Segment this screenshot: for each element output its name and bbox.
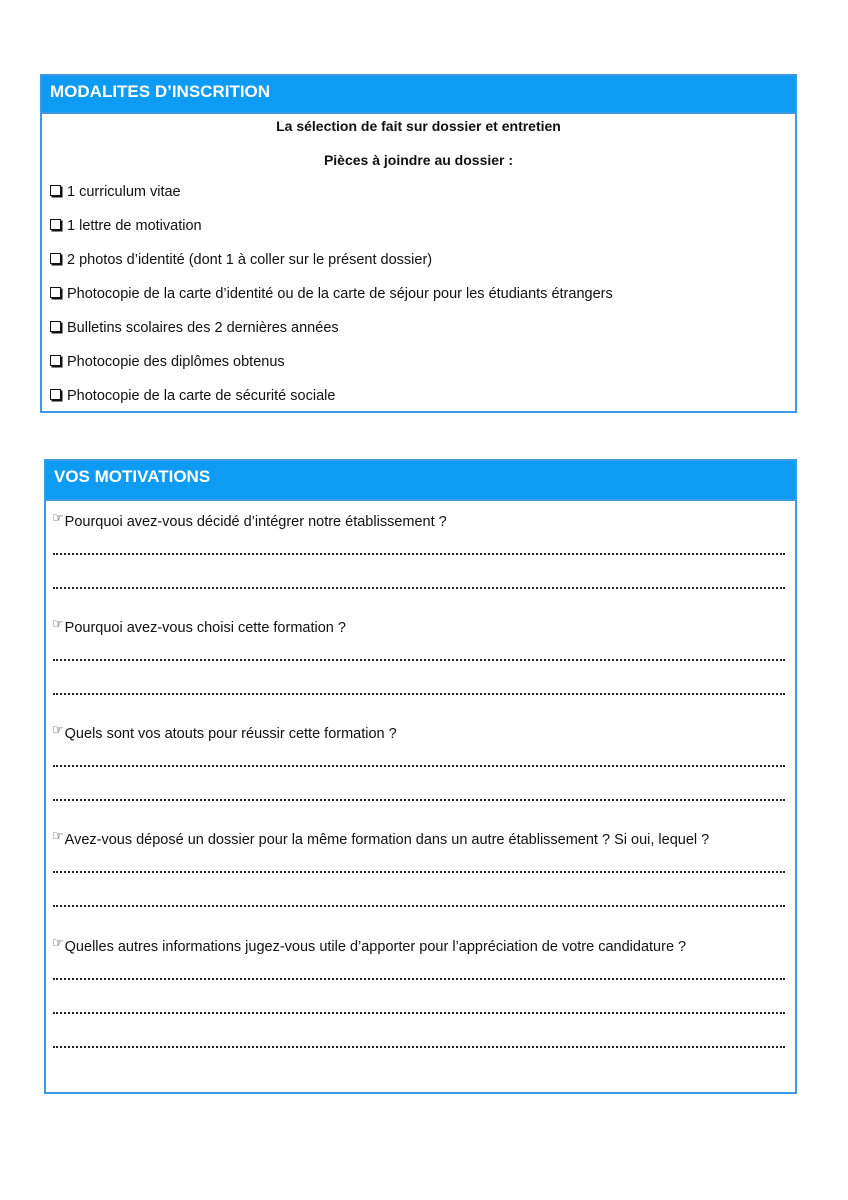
- list-item: [50, 285, 795, 303]
- selection-text: La sélection de fait sur dossier et entretien: [276, 118, 561, 134]
- answer-line[interactable]: [53, 587, 785, 589]
- question-text: Pourquoi avez-vous choisi cette formation ?: [64, 620, 346, 636]
- motivations-header: VOS MOTIVATIONS: [46, 461, 795, 501]
- pieces-list: [42, 183, 795, 405]
- question-text: Avez-vous déposé un dossier pour la même formation dans un autre établissement ? Si oui, lequel ?: [64, 832, 710, 848]
- checkbox-icon[interactable]: [50, 389, 61, 400]
- question-2: [52, 615, 346, 637]
- answer-line[interactable]: [53, 693, 785, 695]
- answer-line[interactable]: [53, 659, 785, 661]
- inscription-header: MODALITES D’INSCRITION: [42, 76, 795, 114]
- item-label: Photocopie de la carte d’identité ou de la carte de séjour pour les étudiants étrangers: [67, 286, 613, 302]
- item-label: Photocopie de la carte de sécurité sociale: [67, 388, 336, 404]
- pointing-hand-icon: ☞: [52, 935, 64, 950]
- answer-line[interactable]: [53, 1046, 785, 1048]
- question-1: [52, 509, 447, 531]
- checkbox-icon[interactable]: [50, 321, 61, 332]
- item-label: Photocopie des diplômes obtenus: [67, 354, 285, 370]
- question-3: [52, 721, 397, 743]
- question-text: Quels sont vos atouts pour réussir cette formation ?: [64, 726, 397, 742]
- list-item: [50, 319, 795, 337]
- checkbox-icon[interactable]: [50, 185, 61, 196]
- answer-line[interactable]: [53, 765, 785, 767]
- checkbox-icon[interactable]: [50, 253, 61, 264]
- checkbox-icon[interactable]: [50, 219, 61, 230]
- question-text: Quelles autres informations jugez-vous utile d’apporter pour l’appréciation de votre candidature ?: [64, 939, 687, 955]
- answer-line[interactable]: [53, 905, 785, 907]
- motivations-section: [44, 459, 797, 1094]
- pieces-title: Pièces à joindre au dossier :: [323, 152, 514, 168]
- list-item: [50, 353, 795, 371]
- item-label: 1 lettre de motivation: [67, 218, 202, 234]
- list-item: [50, 217, 795, 235]
- answer-line[interactable]: [53, 799, 785, 801]
- answer-line[interactable]: [53, 1012, 785, 1014]
- answer-line[interactable]: [53, 978, 785, 980]
- pointing-hand-icon: ☞: [52, 616, 64, 631]
- question-text: Pourquoi avez-vous décidé d’intégrer notre établissement ?: [64, 514, 447, 530]
- answer-line[interactable]: [53, 553, 785, 555]
- list-item: [50, 183, 795, 201]
- pointing-hand-icon: ☞: [52, 510, 64, 525]
- pointing-hand-icon: ☞: [52, 722, 64, 737]
- pointing-hand-icon: ☞: [52, 828, 64, 843]
- checkbox-icon[interactable]: [50, 287, 61, 298]
- list-item: [50, 251, 795, 269]
- inscription-section: [40, 74, 797, 413]
- item-label: 2 photos d’identité (dont 1 à coller sur le présent dossier): [67, 252, 433, 268]
- question-5: [52, 934, 686, 956]
- question-4: [52, 827, 709, 849]
- checkbox-icon[interactable]: [50, 355, 61, 366]
- item-label: 1 curriculum vitae: [67, 184, 181, 200]
- list-item: [50, 387, 795, 405]
- item-label: Bulletins scolaires des 2 dernières années: [67, 320, 339, 336]
- answer-line[interactable]: [53, 871, 785, 873]
